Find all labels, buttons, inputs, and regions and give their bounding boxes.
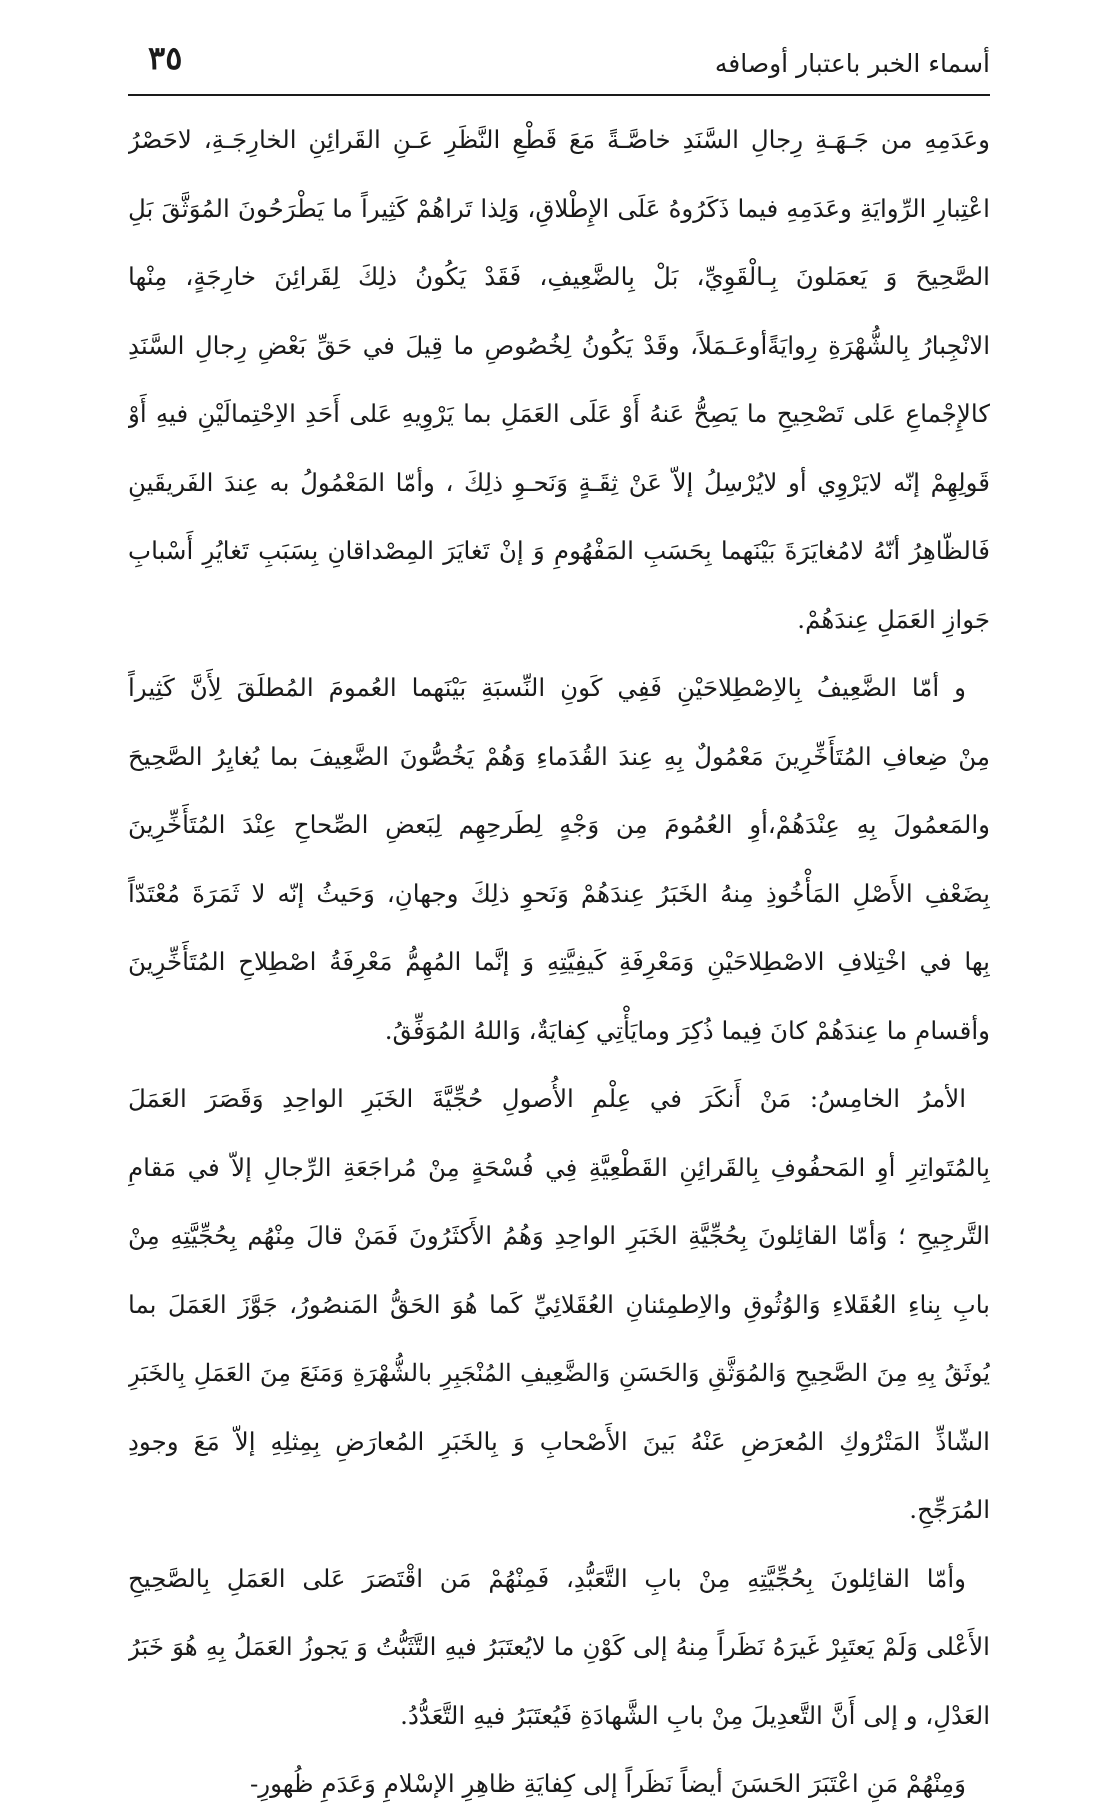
text-line: الانْجِبارُ بِالشُّهْرَةِ رِوايَةًأوعَـمَلاً، وقَدْ يَكُونُ لِخُصُوصِ ما قِيلَ في حَقِّ بَعْضِ رِجالِ السَّنَدِ (128, 330, 990, 360)
text-line: والمَعمُولَ بِهِ عِنْدَهُمْ،أوِ العُمُومَ مِن وَجْهٍ لِطَرحِهِم لِبَعضِ الصِّحاحِ عِنْدَ المُتَأَخِّرِينَ (128, 810, 990, 839)
text-line: بابِ بِناءِ العُقَلاءِ وَالوُثُوقِ والاِطمِئنانِ العُقَلائِيِّ كَما هُوَ الحَقُّ المَنصُورُ، جَوَّزَ العَمَلَ بما (128, 1289, 990, 1319)
text-line: و أمّا الضَّعِيفُ بِالاِصْطِلاحَيْنِ فَفِي كَونِ النِّسبَةِ بَيْنَهما العُمومَ المُطلَقَ لِأَنَّ كَثِيراً (128, 673, 966, 702)
text-line: التَّرجِيحِ ؛ وَأمّا القائِلونَ بِحُجِّيَّةِ الخَبَرِ الواحِدِ وَهُمُ الأَكثَرُونَ فَمَنْ قالَ مِنْهُم بِحُجِّيَّتِهِ مِنْ (128, 1221, 990, 1250)
text-line: كالإِجْماعِ عَلى تَصْحِيحِ ما يَصِحُّ عَنهُ أَوْ عَلَى العَمَلِ بما يَرْوِيهِ عَلى أَحَدِ الاِحْتِمالَيْنِ فيهِ أَوْ (128, 399, 990, 428)
text-line: العَدْلِ، و إلى أَنَّ التَّعدِيلَ مِنْ بابِ الشَّهادَةِ فَيُعتَبَرُ فيهِ التَّعَدُّدُ. (400, 1700, 990, 1730)
text-line: وَمِنْهُمْ مَنِ اعْتَبَرَ الحَسَنَ أيضاً نَظَراً إلى كِفايَةِ ظاهِرِ الإسْلامِ وَعَدَمِ ظُهورِ- (250, 1769, 966, 1798)
page-number: ٣٥ (148, 39, 183, 77)
text-line: بِها في اخْتِلافِ الاصْطِلاحَيْنِ وَمَعْرِفَةِ كَيفِيَّتِهِ وَ إنَّما المُهِمُّ مَعْرِفَةُ اصْطِلاحِ المُتَأَخِّرِينَ (128, 947, 990, 976)
text-line: وأمّا القائِلونَ بِحُجِّيَّتِهِ مِنْ بابِ التَّعَبُّدِ، فَمِنْهُمْ مَن اقْتَصَرَ عَلى العَمَلِ بِالصَّحِيحِ (128, 1563, 966, 1593)
text-line: فَالظّاهِرُ أنّهُ لامُغايَرَةَ بَيْنَهما بِحَسَبِ المَفْهُومِ وَ إنْ تَغايَرَ المِصْداقانِ بِسَبَبِ تَغايُرِ أَسْبابِ (128, 536, 990, 565)
text-line: اعْتِبارِ الرِّوايَةِ وعَدَمِهِ فيما ذَكَرُوهُ عَلَى الإِطْلاقِ، وَلِذا تَراهُمْ كَثِيراً ما يَطْرَحُونَ المُوَثَّقَ بَلِ (128, 193, 990, 223)
text-line: بِالمُتَواتِرِ أوِ المَحفُوفِ بِالقَرائِنِ القَطْعِيَّةِ فِي فُسْحَةٍ مِنْ مُراجَعَةِ الرِّجالِ إلاّ في مَقامِ (128, 1152, 990, 1182)
text-line: الشّاذِّ المَتْرُوكِ المُعرَضِ عَنْهُ بَينَ الأَصْحابِ وَ بِالخَبَرِ المُعارَضِ بِمِثلِهِ إلاّ مَعَ وجودِ (128, 1426, 990, 1456)
body-text (128, 106, 990, 1819)
text-line: الصَّحِيحَ وَ يَعمَلونَ بِـالْقَوِيِّ، بَلْ بِالضَّعِيفِ، فَقَدْ يَكُونُ ذلِكَ لِقَرائِنَ خارِجَةٍ، مِنْها (128, 262, 990, 291)
text-line: يُوثَقُ بِهِ مِنَ الصَّحِيحِ وَالمُوَثَّقِ وَالحَسَنِ وَالضَّعِيفِ المُنْجَبِرِ بالشُّهْرَةِ وَمَنَعَ مِنَ العَمَلِ بِالخَبَرِ (128, 1359, 990, 1387)
text-line: مِنْ ضِعافِ المُتَأَخِّرِينَ مَعْمُولٌ بِهِ عِندَ القُدَماءِ وَهُمْ يَخُصُّونَ الضَّعِيفَ بما يُغايِرُ الصَّحِيحَ (128, 741, 990, 771)
text-line: بِضَعْفِ الأَصْلِ المَأْخُوذِ مِنهُ الخَبَرُ عِندَهُمْ وَنَحوِ ذلِكَ وجهانِ، وَحَيثُ إنّه لا ثَمَرَةَ مُعْتَدّاً (128, 878, 990, 908)
text-line: جَوازِ العَمَلِ عِندَهُمْ. (797, 604, 990, 634)
text-line: وعَدَمِهِ من جَـهَـةِ رِجالِ السَّنَدِ خاصَّـةً مَعَ قَطْعِ النَّظَرِ عَـنِ القَرائِنِ الخارِجَـةِ، لاحَصْرُ (128, 125, 990, 154)
running-title: أسماء الخبر باعتبار أوصافه (714, 49, 990, 78)
text-line: وأقسامِ ما عِندَهُمْ كانَ فِيما ذُكِرَ ومايَأْتِي كِفايَةٌ، وَاللهُ المُوَفِّقُ. (384, 1015, 990, 1045)
running-header (128, 36, 990, 96)
text-line: قَولِهِمْ إنّه لايَرْوِي أو لايُرْسِلُ إلاّ عَنْ ثِقَـةٍ وَنَحـوِ ذلِكَ ، وأمّا المَعْمُولُ به عِندَ الفَريقَينِ (128, 467, 990, 497)
text-line: الأَعْلى وَلَمْ يَعتَبِرْ غَيرَهُ نَظَراً مِنهُ إلى كَوْنِ ما لايُعتَبَرُ فيهِ التَّثَبُّتُ وَ يَجوزُ العَمَلُ بِهِ هُوَ خَبَرُ (128, 1632, 990, 1661)
text-line: الأمرُ الخامِسُ: مَنْ أَنكَرَ في عِلْمِ الأُصولِ حُجِّيَّةَ الخَبَرِ الواحِدِ وَقَصَرَ العَمَلَ (128, 1084, 966, 1113)
text-line: المُرَجِّحِ. (909, 1495, 990, 1524)
